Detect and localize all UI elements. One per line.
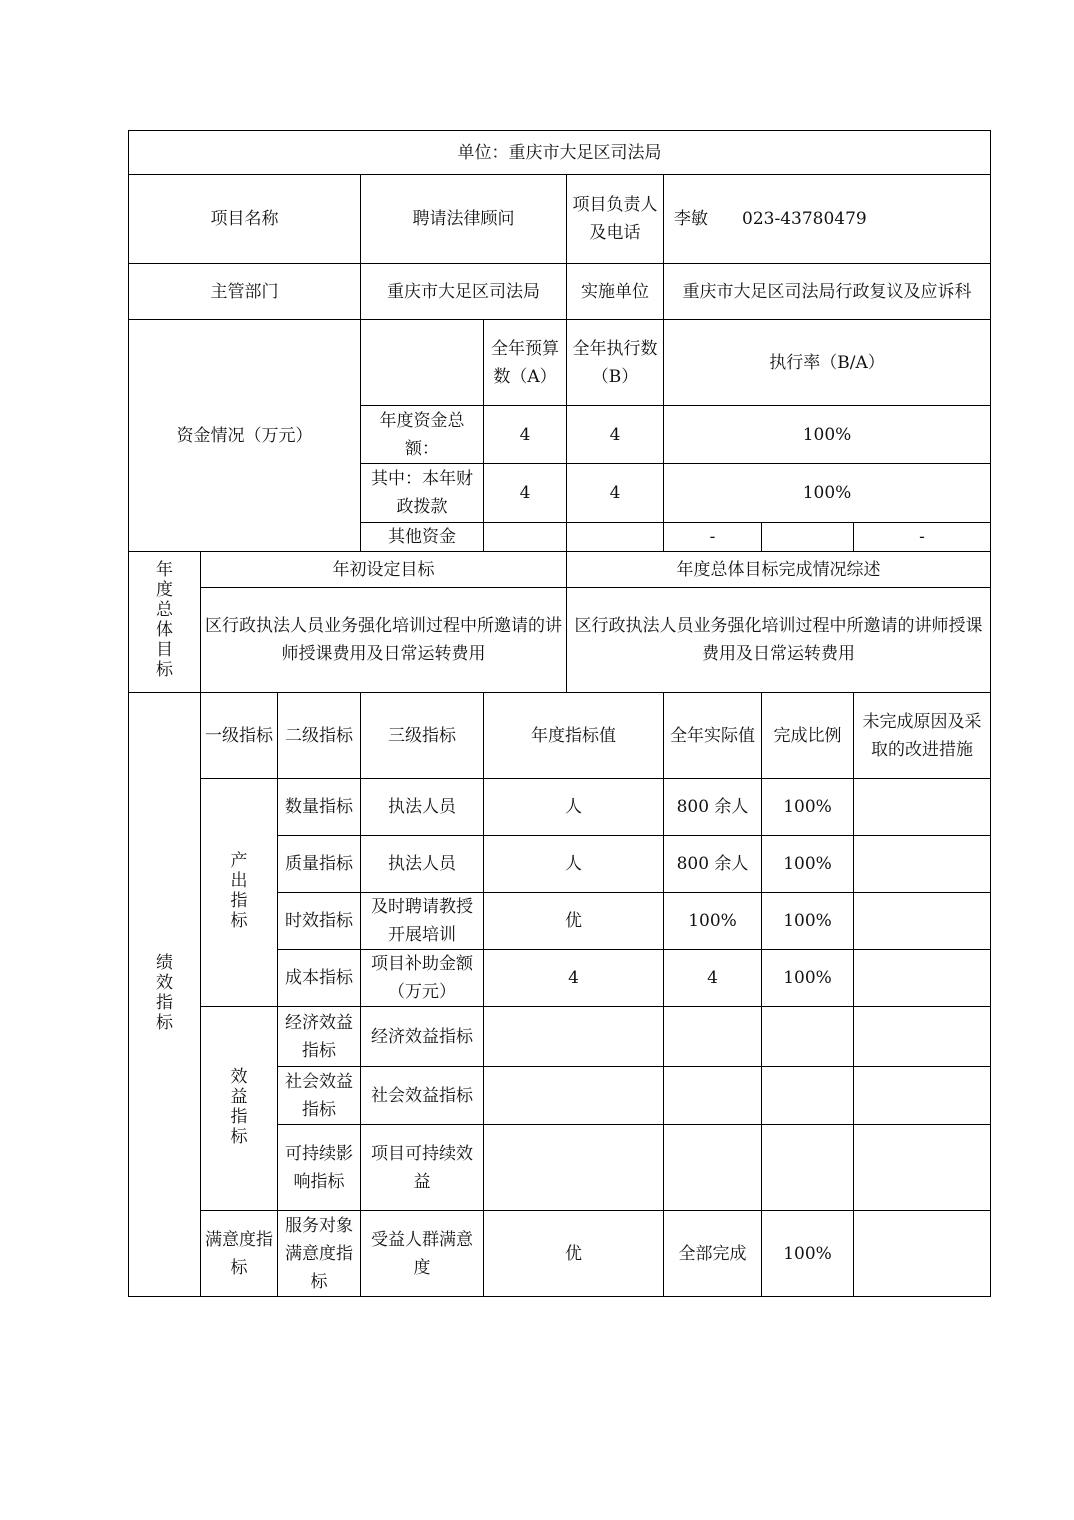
owner-value: 李敏 023-43780479 <box>664 175 991 264</box>
funds-col-rate: 执行率（B/A） <box>664 320 991 406</box>
output-actual: 800 余人 <box>664 836 762 893</box>
goals-summary-text: 区行政执法人员业务强化培训过程中所邀请的讲师授课费用及日常运转费用 <box>567 588 991 693</box>
benefit-target <box>484 1007 664 1067</box>
header-reason: 未完成原因及采取的改进措施 <box>854 693 991 779</box>
goals-side-label <box>129 552 201 693</box>
output-l2: 数量指标 <box>278 779 361 836</box>
output-l2: 成本指标 <box>278 950 361 1007</box>
satisfaction-reason <box>854 1211 991 1297</box>
benefit-label-cell <box>201 1007 278 1211</box>
output-l2: 时效指标 <box>278 893 361 950</box>
funds-other-exec <box>567 523 664 552</box>
benefit-ratio <box>762 1125 854 1211</box>
benefit-l2: 可持续影响指标 <box>278 1125 361 1211</box>
output-reason <box>854 950 991 1007</box>
benefit-actual <box>664 1007 762 1067</box>
header-l3: 三级指标 <box>361 693 484 779</box>
funds-other-budget <box>484 523 567 552</box>
impl-value: 重庆市大足区司法局行政复议及应诉科 <box>664 264 991 320</box>
funds-row-label: 年度资金总额： <box>361 406 484 464</box>
benefit-l2: 社会效益指标 <box>278 1067 361 1125</box>
benefit-l2: 经济效益指标 <box>278 1007 361 1067</box>
goals-initial-text: 区行政执法人员业务强化培训过程中所邀请的讲师授课费用及日常运转费用 <box>201 588 567 693</box>
funds-exec: 4 <box>567 406 664 464</box>
benefit-reason <box>854 1007 991 1067</box>
benefit-reason <box>854 1067 991 1125</box>
funds-budget: 4 <box>484 464 567 523</box>
satisfaction-l3: 受益人群满意度 <box>361 1211 484 1297</box>
funds-other-c2: - <box>854 523 991 552</box>
funds-other-label: 其他资金 <box>361 523 484 552</box>
goals-col-initial: 年初设定目标 <box>201 552 567 588</box>
benefit-l3: 经济效益指标 <box>361 1007 484 1067</box>
benefit-actual <box>664 1067 762 1125</box>
benefit-target <box>484 1067 664 1125</box>
dept-label: 主管部门 <box>129 264 361 320</box>
output-reason <box>854 779 991 836</box>
funds-other-c1: - <box>664 523 762 552</box>
output-l3: 执法人员 <box>361 836 484 893</box>
impl-label: 实施单位 <box>567 264 664 320</box>
output-ratio: 100% <box>762 836 854 893</box>
project-name-label: 项目名称 <box>129 175 361 264</box>
goals-col-summary: 年度总体目标完成情况综述 <box>567 552 991 588</box>
output-target: 4 <box>484 950 664 1007</box>
satisfaction-l1: 满意度指标 <box>201 1211 278 1297</box>
header-target: 年度指标值 <box>484 693 664 779</box>
funds-budget: 4 <box>484 406 567 464</box>
owner-label: 项目负责人及电话 <box>567 175 664 264</box>
funds-exec: 4 <box>567 464 664 523</box>
benefit-actual <box>664 1125 762 1211</box>
benefit-reason <box>854 1125 991 1211</box>
output-l2: 质量指标 <box>278 836 361 893</box>
output-reason <box>854 836 991 893</box>
project-name-value: 聘请法律顾问 <box>361 175 567 264</box>
unit-title: 单位：重庆市大足区司法局 <box>129 131 991 175</box>
funds-col-budget: 全年预算数（A） <box>484 320 567 406</box>
header-l1: 一级指标 <box>201 693 278 779</box>
output-actual: 4 <box>664 950 762 1007</box>
output-l3: 及时聘请教授开展培训 <box>361 893 484 950</box>
perf-side-text: 绩效指标 <box>156 952 173 1033</box>
perf-side-label <box>129 693 201 1297</box>
output-target: 优 <box>484 893 664 950</box>
performance-table <box>128 130 991 1297</box>
funds-header-blank <box>361 320 484 406</box>
funds-col-exec: 全年执行数（B） <box>567 320 664 406</box>
satisfaction-target: 优 <box>484 1211 664 1297</box>
benefit-ratio <box>762 1007 854 1067</box>
satisfaction-ratio: 100% <box>762 1211 854 1297</box>
output-reason <box>854 893 991 950</box>
satisfaction-l2: 服务对象满意度指标 <box>278 1211 361 1297</box>
benefit-ratio <box>762 1067 854 1125</box>
output-l3: 执法人员 <box>361 779 484 836</box>
output-l3: 项目补助金额（万元） <box>361 950 484 1007</box>
output-label-cell <box>201 779 278 1007</box>
funds-rate: 100% <box>664 406 991 464</box>
output-target: 人 <box>484 836 664 893</box>
satisfaction-actual: 全部完成 <box>664 1211 762 1297</box>
goals-side-text: 年度总体目标 <box>156 560 173 680</box>
benefit-label: 效益指标 <box>230 1066 248 1147</box>
funds-label: 资金情况（万元） <box>129 320 361 552</box>
header-actual: 全年实际值 <box>664 693 762 779</box>
output-ratio: 100% <box>762 893 854 950</box>
benefit-target <box>484 1125 664 1211</box>
output-label: 产出指标 <box>230 850 248 931</box>
header-l2: 二级指标 <box>278 693 361 779</box>
funds-rate: 100% <box>664 464 991 523</box>
output-ratio: 100% <box>762 950 854 1007</box>
header-ratio: 完成比例 <box>762 693 854 779</box>
benefit-l3: 社会效益指标 <box>361 1067 484 1125</box>
output-actual: 800 余人 <box>664 779 762 836</box>
output-actual: 100% <box>664 893 762 950</box>
funds-other-blank <box>762 523 854 552</box>
funds-row-label: 其中：本年财政拨款 <box>361 464 484 523</box>
output-ratio: 100% <box>762 779 854 836</box>
dept-value: 重庆市大足区司法局 <box>361 264 567 320</box>
output-target: 人 <box>484 779 664 836</box>
benefit-l3: 项目可持续效益 <box>361 1125 484 1211</box>
